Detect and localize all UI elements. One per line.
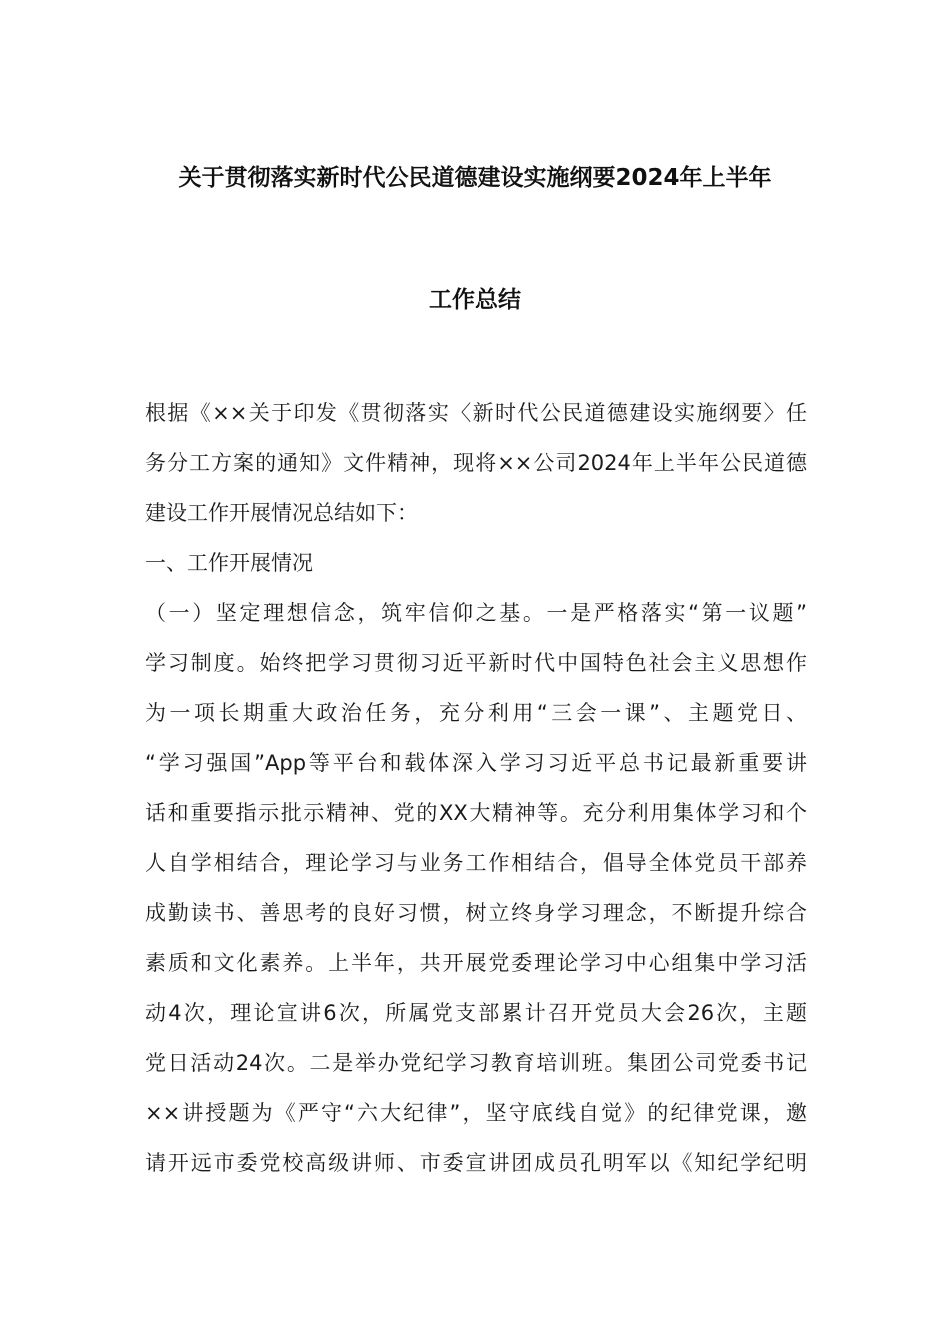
- document-body: [145, 397, 807, 1197]
- body-line: “学习强国”App等平台和载体深入学习习近平总书记最新重要讲: [145, 751, 807, 775]
- body-line: 学习制度。始终把学习贯彻习近平新时代中国特色社会主义思想作: [145, 651, 807, 675]
- document-title-line-1: 关于贯彻落实新时代公民道德建设实施纲要2024年上半年: [178, 165, 772, 191]
- body-line: 根据《××关于印发《贯彻落实〈新时代公民道德建设实施纲要〉任: [145, 401, 807, 425]
- document-title-line-2: 工作总结: [429, 287, 521, 313]
- body-line: 党日活动24次。二是举办党纪学习教育培训班。集团公司党委书记: [145, 1051, 807, 1075]
- section-heading: 一、工作开展情况: [145, 551, 313, 575]
- body-line: （一）坚定理想信念，筑牢信仰之基。一是严格落实“第一议题”: [145, 601, 807, 625]
- body-line: 素质和文化素养。上半年，共开展党委理论学习中心组集中学习活: [145, 951, 807, 975]
- body-line: 建设工作开展情况总结如下：: [145, 501, 418, 525]
- body-line: 务分工方案的通知》文件精神，现将××公司2024年上半年公民道德: [145, 451, 807, 475]
- body-line: 为一项长期重大政治任务，充分利用“三会一课”、主题党日、: [145, 701, 807, 725]
- body-line: 动4次，理论宣讲6次，所属党支部累计召开党员大会26次，主题: [145, 1001, 807, 1025]
- body-line: 成勤读书、善思考的良好习惯，树立终身学习理念，不断提升综合: [145, 901, 807, 925]
- body-line: ××讲授题为《严守“六大纪律”，坚守底线自觉》的纪律党课，邀: [145, 1101, 807, 1125]
- body-line: 话和重要指示批示精神、党的XX大精神等。充分利用集体学习和个: [145, 801, 807, 825]
- body-line: 人自学相结合，理论学习与业务工作相结合，倡导全体党员干部养: [145, 851, 807, 875]
- body-line: 请开远市委党校高级讲师、市委宣讲团成员孔明军以《知纪学纪明: [145, 1151, 807, 1175]
